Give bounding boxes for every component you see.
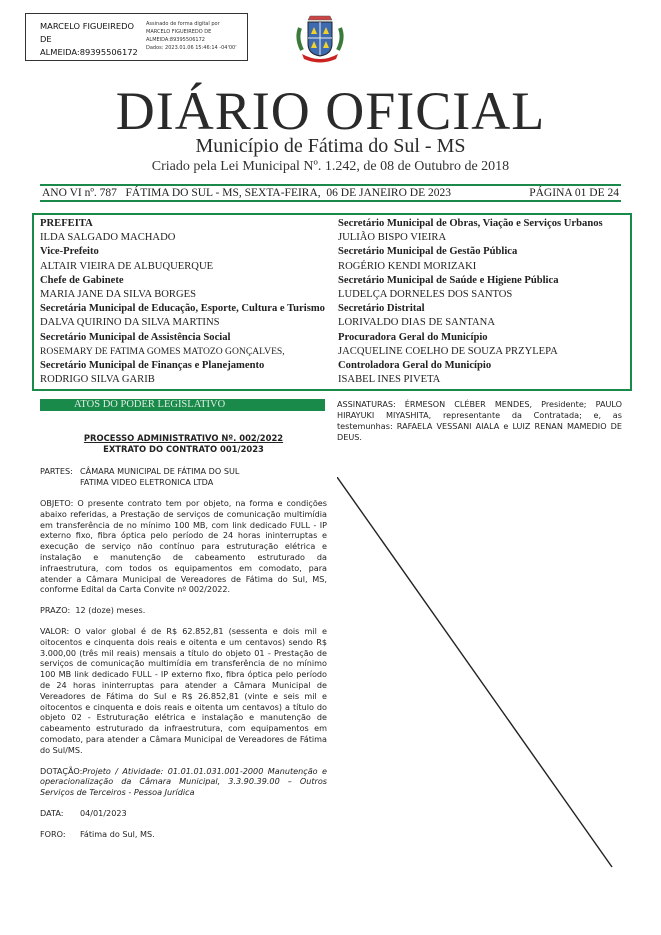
allocation-paragraph xyxy=(40,766,327,798)
parties-label: PARTES: xyxy=(40,466,73,477)
officials-box xyxy=(32,213,632,391)
official-name: ALTAIR VIEIRA DE ALBUQUERQUE xyxy=(40,260,214,272)
newspaper-title: DIÁRIO OFICIAL xyxy=(115,81,546,141)
official-role: Secretário Municipal de Obras, Viação e Serviços Urbanos xyxy=(338,218,603,229)
article-right-column xyxy=(337,399,622,442)
venue-value: Fátima do Sul, MS. xyxy=(80,828,155,839)
official-role: Vice-Prefeito xyxy=(40,246,99,258)
official-name: JULIÃO BISPO VIEIRA xyxy=(338,232,447,244)
official-name: RODRIGO SILVA GARIB xyxy=(40,374,155,386)
officials-right xyxy=(338,217,624,387)
venue-line xyxy=(40,829,327,840)
official-role: Controladora Geral do Município xyxy=(338,360,492,372)
official-name: LUDELÇA DORNELES DOS SANTOS xyxy=(338,289,513,301)
allocation-text: Projeto / Atividade: 01.01.01.031.001-2000 Manutenção e operacionalização da Câmara Municipal, 3.3.90.39.00 – Outros Serviços de Terceiros - Pessoa Jurídica xyxy=(40,765,327,798)
official-role: Secretário Municipal de Finanças e Planejamento xyxy=(40,360,265,372)
blank-space-diagonal-line xyxy=(337,477,622,872)
date-line xyxy=(40,808,327,819)
meta-line: ALMEIDA:89395506172 xyxy=(146,37,205,43)
value-paragraph: VALOR: O valor global é de R$ 62.852,81 (sessenta e dois mil e oitocentos e cinquenta dois reais e oitenta e um centavos) sendo R$ 3.000,00 (três mil reais) mensais a título do objeto 01 - Prestação de serviços de comunicação multimídia em transferência de no mínimo 100 MB link dedicado FULL - IP externo fixo, fibra óptica pelo período de 24 horas ininterruptas para atender a Câmara Municipal de Vereadores de Fátima do Sul e R$ 26.852,81 (vinte e seis mil e oitocentos e cinquenta e dois reais e oitenta um centavos) a título do objeto 02 - Estruturação elétrica e instalação e manutenção de cabeamento estruturado da infraestrutura, com equipamentos em comodato, para atender a Câmara Municipal de Vereadores de Fátima do Sul/MS. xyxy=(40,626,327,755)
officials-left xyxy=(40,217,338,387)
page-content xyxy=(32,213,632,872)
issue-band xyxy=(40,184,621,202)
signatures-paragraph: ASSINATURAS: ÉRMESON CLÉBER MENDES, Presidente; PAULO HIRAYUKI MIYASHITA, representante da Contratada; e, as testemunhas: RAFAELA VESSANI AIALA e LUIZ RENAN MAMEDIO DE DEUS. xyxy=(337,399,622,442)
right-column-wrap xyxy=(329,399,622,871)
meta-line: Dados: 2023.01.06 15:46:14 -04'00' xyxy=(146,45,237,51)
signature-meta xyxy=(140,20,237,60)
official-name: ROSEMARY DE FATIMA GOMES MATOZO GONÇALVES, xyxy=(40,345,285,357)
date-label: DATA: xyxy=(40,807,64,818)
article-subheading: EXTRATO DO CONTRATO 001/2023 xyxy=(103,443,264,454)
article-heading: PROCESSO ADMINISTRATIVO Nº. 002/2022 xyxy=(83,433,284,444)
creation-law: Criado pela Lei Municipal Nº. 1.242, de 08 de Outubro de 2018 xyxy=(151,159,510,174)
signer-name xyxy=(40,20,140,60)
official-role: Secretário Municipal de Saúde e Higiene Pública xyxy=(338,274,559,286)
official-role: Procuradora Geral do Município xyxy=(338,331,488,343)
municipal-crest-icon xyxy=(294,14,346,64)
meta-line: MARCELO FIGUEIREDO DE xyxy=(146,29,212,35)
official-role: PREFEITA xyxy=(40,218,93,229)
parties xyxy=(40,466,327,488)
term-paragraph: PRAZO: 12 (doze) meses. xyxy=(40,605,146,616)
official-role: Secretário Municipal de Gestão Pública xyxy=(338,246,518,258)
official-name: ISABEL INES PIVETA xyxy=(338,374,441,386)
meta-line: Assinado de forma digital por xyxy=(146,21,220,27)
party: CÂMARA MUNICIPAL DE FÁTIMA DO SUL xyxy=(80,466,240,477)
page-number: PÁGINA 01 DE 24 xyxy=(529,187,619,199)
official-name: LORIVALDO DIAS DE SANTANA xyxy=(338,317,495,329)
allocation-label: DOTAÇÃO: xyxy=(40,765,83,776)
official-role: Secretário Distrital xyxy=(338,303,425,315)
signer-line: ALMEIDA:89395506172 xyxy=(40,47,138,57)
official-name: ILDA SALGADO MACHADO xyxy=(40,232,176,244)
newspaper-subtitle: Município de Fátima do Sul - MS xyxy=(195,135,466,157)
official-name: ROGÉRIO KENDI MORIZAKI xyxy=(338,260,477,272)
official-role: Chefe de Gabinete xyxy=(40,274,124,286)
left-column-wrap xyxy=(32,399,329,871)
signer-line: DE xyxy=(40,34,52,44)
official-name: DALVA QUIRINO DA SILVA MARTINS xyxy=(40,317,220,329)
signer-line: MARCELO FIGUEIREDO xyxy=(40,21,135,31)
official-role: Secretária Municipal de Educação, Esporte, Cultura e Turismo xyxy=(40,303,325,315)
date-value: 04/01/2023 xyxy=(80,807,127,818)
article-left-column xyxy=(40,433,327,839)
issue-info: ANO VI nº. 787 FÁTIMA DO SUL - MS, SEXTA-FEIRA, 06 DE JANEIRO DE 2023 xyxy=(42,187,451,199)
object-paragraph: OBJETO: O presente contrato tem por objeto, na forma e condições abaixo referidas, a Prestação de serviços de comunicação multimídia em transferência de no mínimo 100 MB, com link dedicado FULL - IP externo fixo, fibra óptica pelo período de 24 horas ininterruptas e execução de serviço não contínuo para estruturação elétrica e instalação e manutenção de cabeamento estruturado da infraestrutura, com todos os equipamentos em comodato, para atender a Câmara Municipal de Vereadores de Fátima do Sul, MS, conforme Edital da Carta Convite nº 002/2022. xyxy=(40,498,327,595)
digital-signature-box xyxy=(25,13,248,61)
official-role: Secretário Municipal de Assistência Social xyxy=(40,331,231,343)
official-name: JACQUELINE COELHO DE SOUZA PRZYLEPA xyxy=(338,345,558,357)
section-banner: ATOS DO PODER LEGISLATIVO xyxy=(40,399,325,411)
articles-area xyxy=(32,399,632,871)
official-name: MARIA JANE DA SILVA BORGES xyxy=(40,289,196,301)
party: FATIMA VIDEO ELETRONICA LTDA xyxy=(80,477,214,488)
venue-label: FORO: xyxy=(40,828,66,839)
